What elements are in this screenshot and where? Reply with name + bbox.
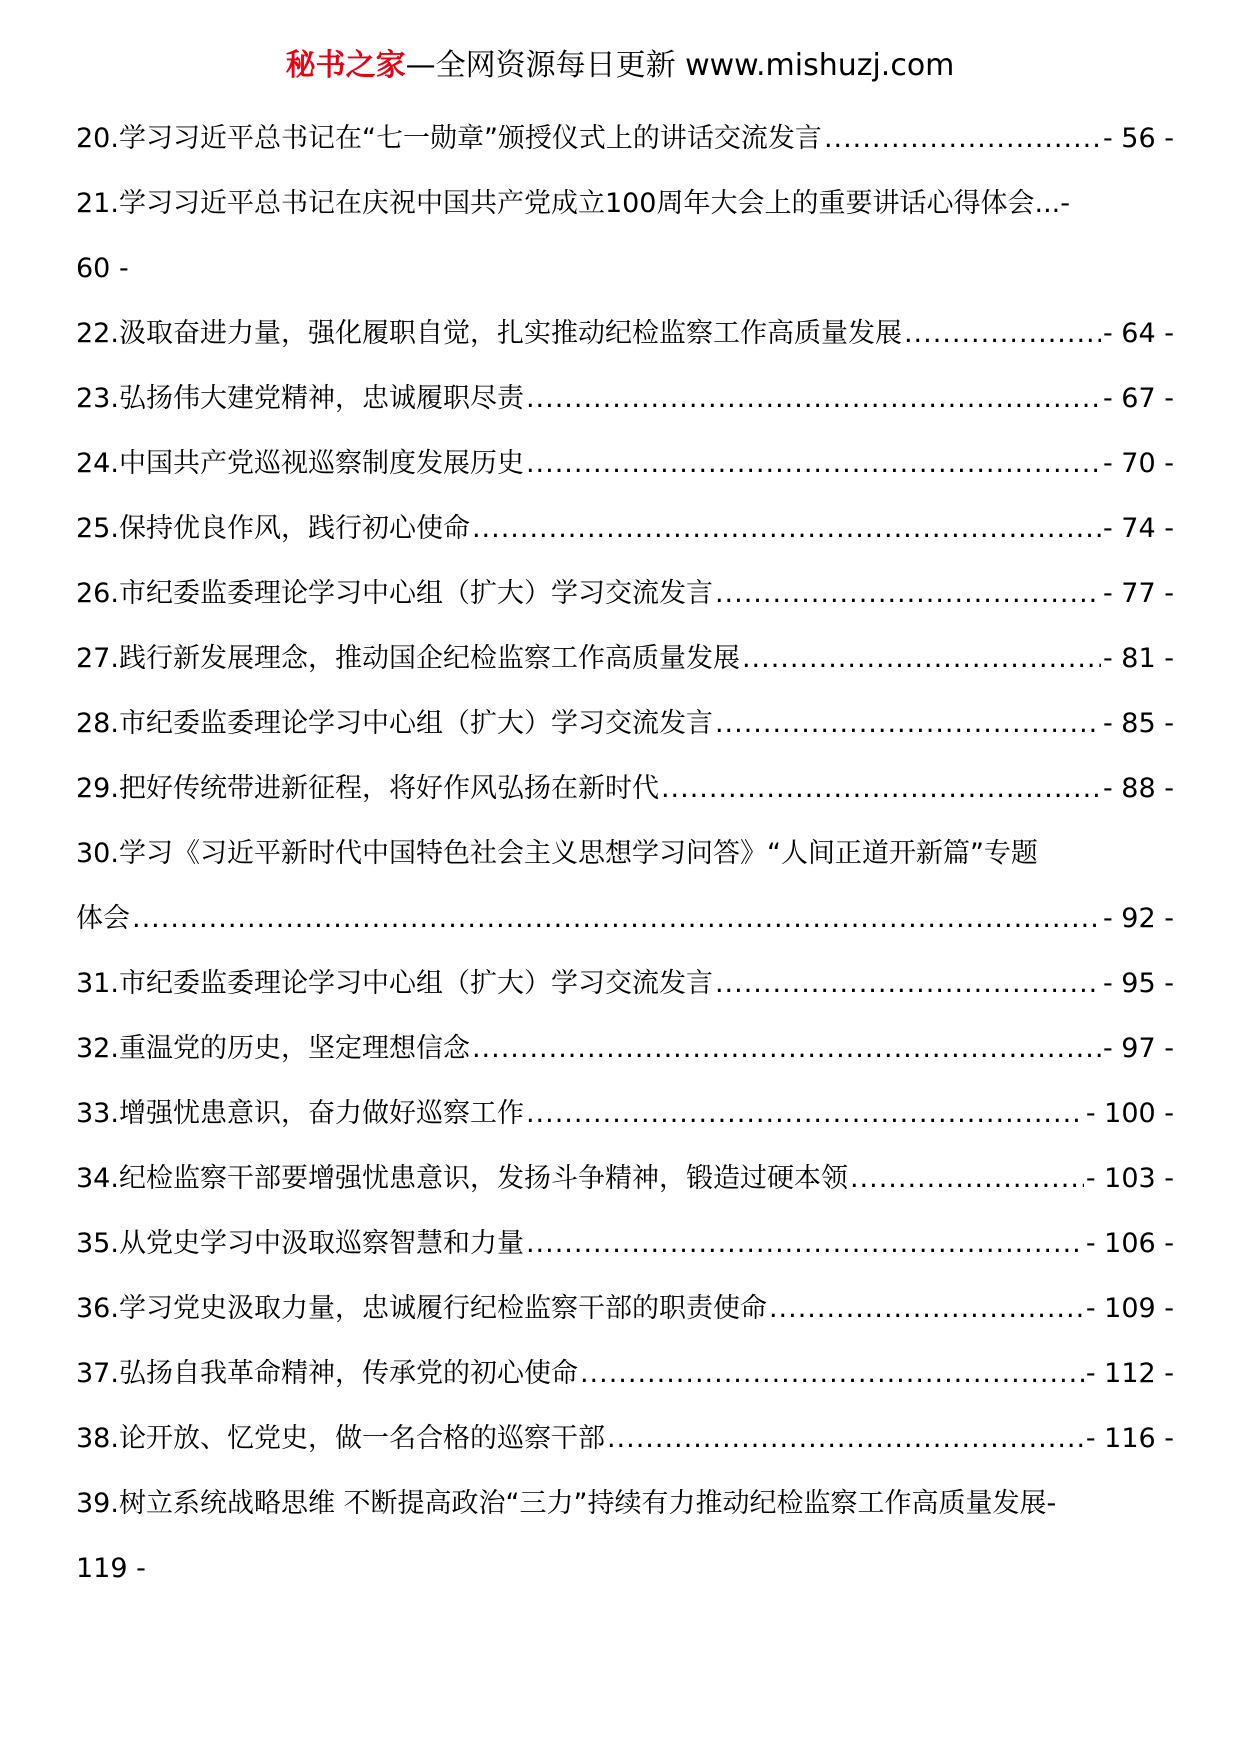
entry-number: 23. [76,383,119,414]
entry-title: 纪检监察干部要增强忧患意识，发扬斗争精神，锻造过硬本领 [118,1163,848,1194]
entry-page: - 106 - [1085,1228,1174,1259]
entry-page: - 95 - [1102,968,1174,999]
entry-title: 汲取奋进力量，强化履职自觉，扎实推动纪检监察工作高质量发展 [118,318,902,349]
entry-title: 践行新发展理念，推动国企纪检监察工作高质量发展 [118,643,740,674]
entry-number: 38. [76,1423,119,1454]
entry-title: 市纪委监委理论学习中心组（扩大）学习交流发言 [118,708,713,739]
toc-entry-39[interactable] [76,1471,1174,1601]
leader-dots [607,1406,1084,1471]
entry-title: 论开放、忆党史，做一名合格的巡察干部 [118,1423,605,1454]
entry-page: - 81 - [1102,643,1174,674]
entry-number: 35. [76,1228,119,1259]
brand-name: 秘书之家 [285,48,406,83]
entry-page: - 56 - [1102,123,1174,154]
leader-dots [715,951,1101,1016]
leader-dots [472,496,1101,561]
leader-dots [904,301,1101,366]
entry-number: 31. [76,968,119,999]
toc-entry-34[interactable] [76,1146,1174,1211]
toc-entry-32[interactable] [76,1016,1174,1081]
leader-dots [661,756,1101,821]
leader-dots [472,1016,1101,1081]
entry-page: - 74 - [1102,513,1174,544]
entry-number: 29. [76,773,119,804]
entry-page: - 70 - [1102,448,1174,479]
leader-dots [132,886,1101,951]
leader-dots [715,691,1101,756]
entry-page: - 92 - [1102,903,1174,934]
entry-number: 39. [76,1488,119,1519]
entry-number: 26. [76,578,119,609]
toc-entry-22[interactable] [76,301,1174,366]
entry-number: 34. [76,1163,119,1194]
entry-title: 树立系统战略思维 不断提高政治“三力”持续有力推动纪检监察工作高质量发展- [118,1488,1057,1519]
leader-dots [526,1081,1084,1146]
leader-dots [769,1276,1084,1341]
entry-page: - 67 - [1102,383,1174,414]
entry-number: 36. [76,1293,119,1324]
entry-title: 保持优良作风，践行初心使命 [118,513,470,544]
entry-page: - 109 - [1085,1293,1174,1324]
entry-title: 市纪委监委理论学习中心组（扩大）学习交流发言 [118,968,713,999]
entry-number: 37. [76,1358,119,1389]
toc-entry-28[interactable] [76,691,1174,756]
entry-number: 27. [76,643,119,674]
leader-dots [850,1146,1084,1211]
toc-entry-33[interactable] [76,1081,1174,1146]
entry-page: - 100 - [1085,1098,1174,1129]
toc-entry-21[interactable] [76,171,1174,301]
entry-page: - 85 - [1102,708,1174,739]
leader-dots [526,366,1101,431]
leader-dots [580,1341,1084,1406]
entry-title-continued: 体会 [76,903,130,934]
entry-number: 32. [76,1033,119,1064]
entry-page: - 103 - [1085,1163,1174,1194]
entry-page: 60 - [76,253,129,284]
header-tagline: —全网资源每日更新 www.mishuzj.com [405,48,955,83]
entry-title: 学习党史汲取力量，忠诚履行纪检监察干部的职责使命 [118,1293,767,1324]
entry-title: 学习习近平总书记在庆祝中国共产党成立100周年大会上的重要讲话心得体会...- [118,188,1070,219]
entry-page: 119 - [76,1553,146,1584]
toc-entry-25[interactable] [76,496,1174,561]
entry-number: 28. [76,708,119,739]
entry-page: - 64 - [1102,318,1174,349]
entry-page: - 88 - [1102,773,1174,804]
toc-entry-35[interactable] [76,1211,1174,1276]
toc-entry-38[interactable] [76,1406,1174,1471]
entry-number: 22. [76,318,119,349]
leader-dots [715,561,1101,626]
leader-dots [742,626,1101,691]
entry-number: 25. [76,513,119,544]
entry-title: 弘扬伟大建党精神，忠诚履职尽责 [118,383,524,414]
entry-page: - 112 - [1085,1358,1174,1389]
leader-dots [526,1211,1084,1276]
entry-title: 学习习近平总书记在“七一勋章”颁授仪式上的讲话交流发言 [118,123,822,154]
entry-title: 学习《习近平新时代中国特色社会主义思想学习问答》“人间正道开新篇”专题 [118,838,1038,869]
leader-dots [824,106,1101,171]
entry-number: 21. [76,188,119,219]
entry-number: 24. [76,448,119,479]
toc-entry-20[interactable] [76,106,1174,171]
entry-number: 33. [76,1098,119,1129]
toc-entry-31[interactable] [76,951,1174,1016]
toc-entry-37[interactable] [76,1341,1174,1406]
entry-title: 从党史学习中汲取巡察智慧和力量 [118,1228,524,1259]
entry-page: - 77 - [1102,578,1174,609]
entry-page: - 116 - [1085,1423,1174,1454]
entry-number: 20. [76,123,119,154]
toc-entry-36[interactable] [76,1276,1174,1341]
toc-entry-26[interactable] [76,561,1174,626]
toc-entry-29[interactable] [76,756,1174,821]
entry-title: 中国共产党巡视巡察制度发展历史 [118,448,524,479]
table-of-contents [76,106,1174,1601]
entry-title: 增强忧患意识，奋力做好巡察工作 [118,1098,524,1129]
leader-dots [526,431,1101,496]
toc-entry-24[interactable] [76,431,1174,496]
entry-title: 把好传统带进新征程，将好作风弘扬在新时代 [118,773,659,804]
entry-page: - 97 - [1102,1033,1174,1064]
entry-title: 重温党的历史，坚定理想信念 [118,1033,470,1064]
toc-entry-30[interactable] [76,821,1174,951]
entry-title: 市纪委监委理论学习中心组（扩大）学习交流发言 [118,578,713,609]
entry-title: 弘扬自我革命精神，传承党的初心使命 [118,1358,578,1389]
entry-number: 30. [76,838,119,869]
page-header [0,44,1240,88]
toc-entry-27[interactable] [76,626,1174,691]
toc-entry-23[interactable] [76,366,1174,431]
